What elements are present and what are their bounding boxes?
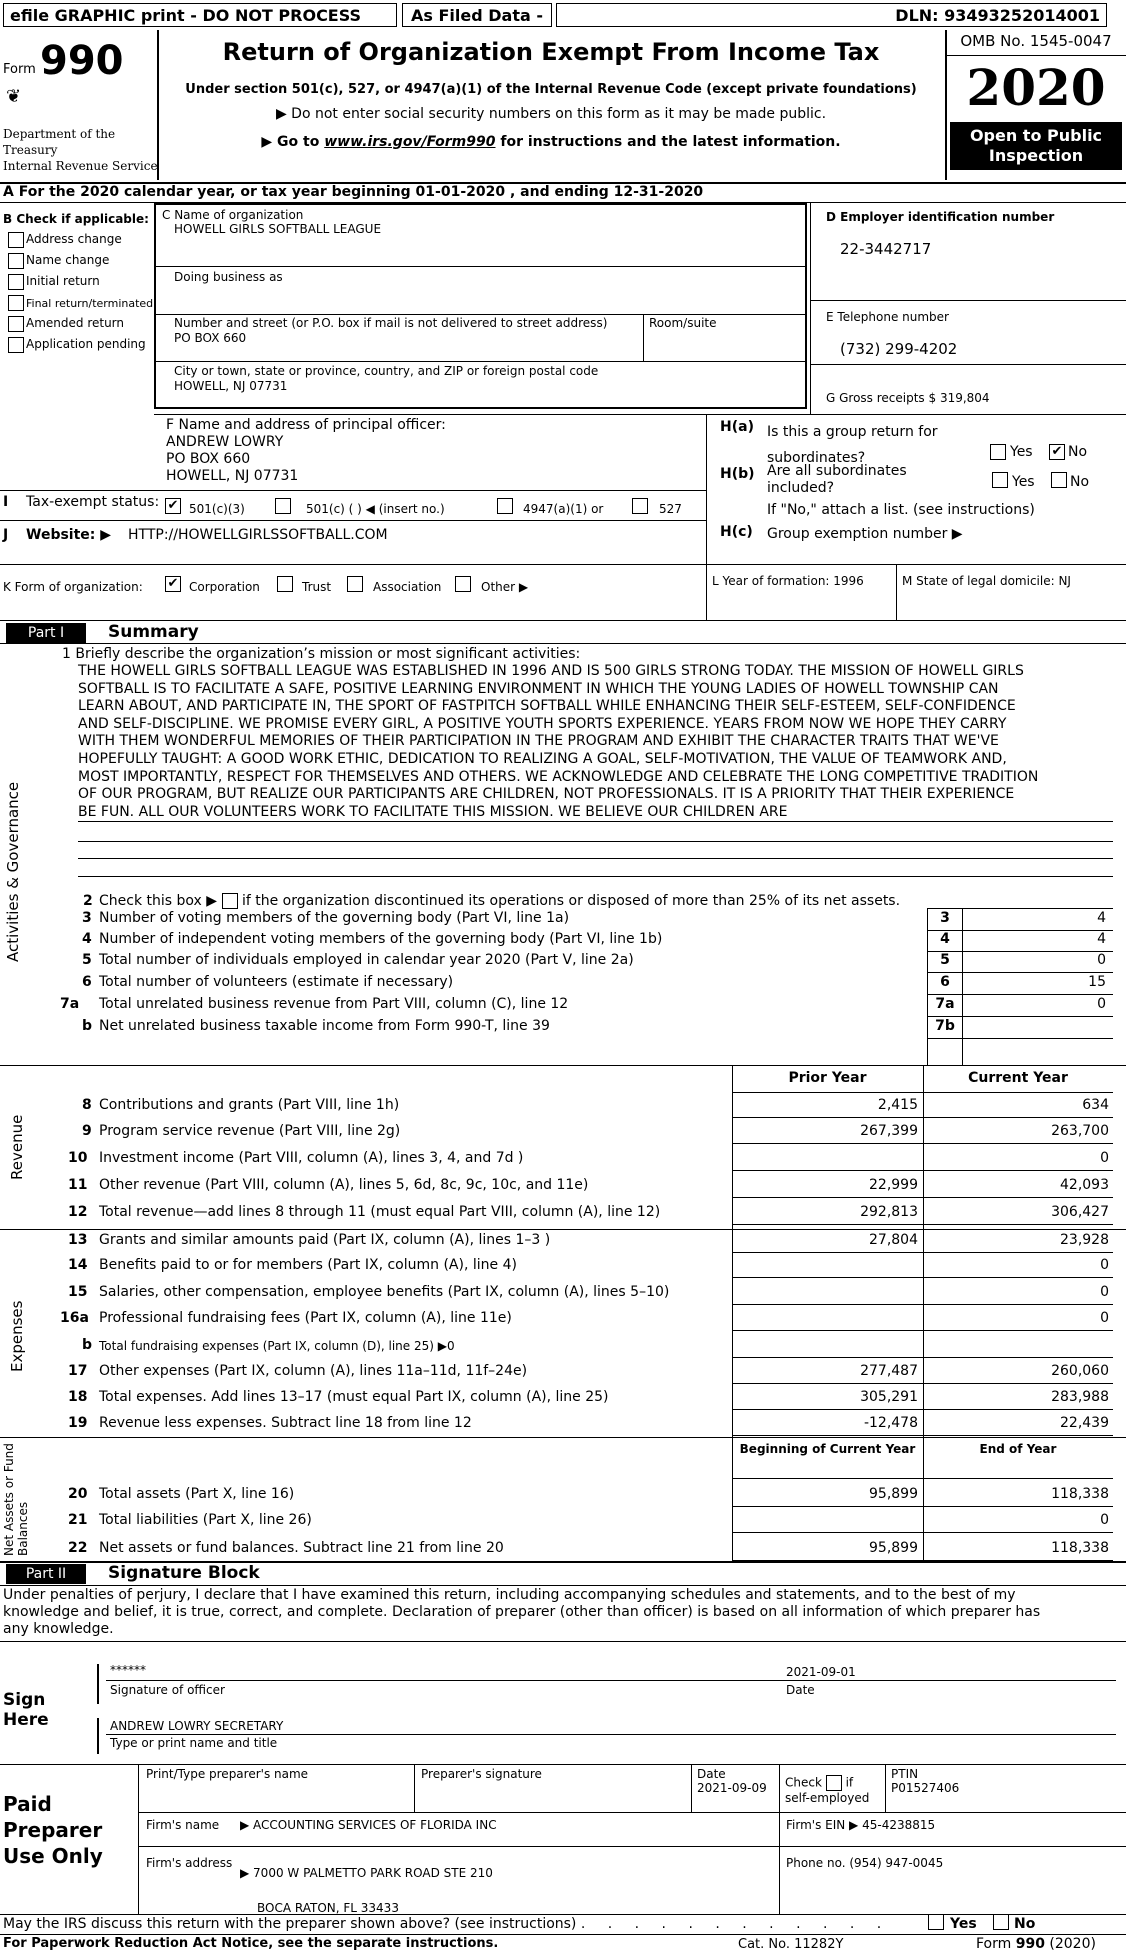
current-year-value: 42,093 <box>1060 1177 1109 1193</box>
open-to-public: Open to Public Inspection <box>950 122 1122 170</box>
hb-no-label: No <box>1070 474 1090 490</box>
col-prior-year: Prior Year <box>788 1070 867 1086</box>
name-change-label: Name change <box>26 253 110 267</box>
current-year-value: 260,060 <box>1051 1363 1109 1379</box>
department-label: Department of the Treasury Internal Revenue Service <box>3 127 158 173</box>
line-text: Revenue less expenses. Subtract line 18 from line 12 <box>99 1415 472 1431</box>
501c3-checkbox[interactable]: ✔ <box>165 498 181 514</box>
prior-year-value: 277,487 <box>860 1363 918 1379</box>
row-divider <box>732 1409 1113 1410</box>
current-year-value: 118,338 <box>1051 1540 1109 1556</box>
line-number: 13 <box>68 1232 88 1248</box>
line-number: 18 <box>68 1389 88 1405</box>
prior-year-value: 27,804 <box>869 1232 918 1248</box>
line-number: 17 <box>68 1363 88 1379</box>
side-revenue: Revenue <box>8 1114 26 1180</box>
line-text: Benefits paid to or for members (Part IX, column (A), line 4) <box>99 1257 517 1273</box>
officer-signature-date: 2021-09-01 <box>786 1665 856 1679</box>
line-box-number: 5 <box>940 952 950 968</box>
hb-note: If "No," attach a list. (see instructions) <box>767 502 1035 518</box>
org-name: HOWELL GIRLS SOFTBALL LEAGUE <box>174 222 382 236</box>
discuss-yes-label: Yes <box>950 1916 977 1932</box>
catalog-number: Cat. No. 11282Y <box>738 1937 844 1952</box>
signature-of-officer-label: Signature of officer <box>110 1683 225 1697</box>
hc-text: Group exemption number ▶ <box>767 526 963 542</box>
line-number: 21 <box>68 1512 88 1528</box>
phone-label: E Telephone number <box>826 310 949 324</box>
state-of-domicile: M State of legal domicile: NJ <box>902 574 1071 588</box>
row-divider <box>732 1506 1113 1507</box>
city: HOWELL, NJ 07731 <box>174 379 288 393</box>
line2-text: Check this box ▶ if the organization discontinued its operations or disposed of more than 25% of its net assets. <box>99 893 901 909</box>
form-label: Form <box>3 62 36 77</box>
current-year-value: 306,427 <box>1051 1204 1109 1220</box>
col-current-year: Current Year <box>968 1070 1068 1086</box>
principal-officer: ANDREW LOWRY PO BOX 660 HOWELL, NJ 07731 <box>166 434 299 484</box>
go-to-instruction: ▶ Go to www.irs.gov/Form990 for instructions and the latest information. <box>261 134 841 150</box>
4947-label: 4947(a)(1) or <box>523 502 604 516</box>
year-of-formation: L Year of formation: 1996 <box>712 574 864 588</box>
row-divider <box>927 994 1113 995</box>
preparer-date: 2021-09-09 <box>697 1781 767 1795</box>
ha-yes-label: Yes <box>1010 444 1033 460</box>
ssn-instruction: ▶ Do not enter social security numbers on this form as it may be made public. <box>275 106 827 122</box>
name-title-label: Type or print name and title <box>110 1736 278 1750</box>
street: PO BOX 660 <box>174 331 247 345</box>
line-text: Program service revenue (Part VIII, line 2g) <box>99 1123 401 1139</box>
corporation-label: Corporation <box>189 580 260 594</box>
preparer-name-label: Print/Type preparer's name <box>146 1767 309 1781</box>
check-applicable-title: B Check if applicable: <box>3 212 149 226</box>
line-number: 7a <box>60 996 80 1012</box>
line-box-number: 3 <box>940 910 950 926</box>
line-text: Salaries, other compensation, employee benefits (Part IX, column (A), lines 5–10) <box>99 1284 670 1300</box>
sign-here: Sign Here <box>3 1690 49 1730</box>
officer-signature: ****** <box>110 1663 146 1677</box>
prior-year-value: -12,478 <box>863 1415 918 1431</box>
line-text: Total number of individuals employed in calendar year 2020 (Part V, line 2a) <box>99 952 634 968</box>
discuss-question: May the IRS discuss this return with the preparer shown above? (see instructions) . . . . . . . . . . . . <box>3 1916 891 1932</box>
line-number: 9 <box>82 1123 92 1139</box>
firm-name-label: Firm's name <box>146 1818 220 1832</box>
application-pending-checkbox[interactable] <box>8 337 24 353</box>
form-number: 990 <box>40 38 124 84</box>
line-text: Professional fundraising fees (Part IX, column (A), line 11e) <box>99 1310 512 1326</box>
501c-checkbox[interactable] <box>275 498 291 514</box>
501c3-label: 501(c)(3) <box>189 502 245 516</box>
row-divider <box>732 1383 1113 1384</box>
row-divider <box>732 1330 1113 1331</box>
firm-ein: Firm's EIN ▶ 45-4238815 <box>786 1818 936 1832</box>
officer-name-title: ANDREW LOWRY SECRETARY <box>110 1719 284 1733</box>
mission-text: THE HOWELL GIRLS SOFTBALL LEAGUE WAS ESTABLISHED IN 1996 AND IS 500 GIRLS STRONG TODAY. THE MISSION OF HOWELL GIRLS SOFTBALL IS TO FACILITATE A SAFE, POSITIVE LEARNING ENVIRONMENT IN WHICH THE YOUNG LADIES OF HOWELL TOWNSHIP CAN LEARN ABOUT, AND PARTICIPATE IN, THE SPORT OF FASTPITCH SOFTBALL WHILE ENHANCING THEIR SELF-ESTEEM, SELF-CONFIDENCE AND SELF-DISCIPLINE. WE PROMISE EVERY GIRL, A POSITIVE YOUTH SPORTS EXPERIENCE. YEARS FROM NOW WE HOPE THEY CARRY WITH THEM WONDERFUL MEMORIES OF THEIR PARTICIPATION IN THE PROGRAM AND EXHIBIT THE CHARACTER TRAITS THAT WE'VE HOPEFULLY TAUGHT: A GOOD WORK ETHIC, DEDICATION TO REALIZING A GOAL, SELF-MOTIVATION, THE VALUE OF TEAMWORK AND, MOST IMPORTANTLY, RESPECT FOR THEMSELVES AND OTHERS. WE ACKNOWLEDGE AND CELEBRATE THE LONG COMPETITIVE TRADITION OF OUR PROGRAM, BUT REALIZE OUR PARTICIPANTS ARE CHILDREN, NOT PROFESSIONALS. IT IS A PRIORITY THAT THEIR EXPERIENCE BE FUN. ALL OUR VOLUNTEERS WORK TO FACILITATE THIS MISSION. WE BELIEVE OUR CHILDREN ARE <box>78 663 1113 822</box>
form-title: Return of Organization Exempt From Income Tax <box>222 38 880 66</box>
room-suite-label: Room/suite <box>649 316 717 330</box>
line-text: Total fundraising expenses (Part IX, column (D), line 25) ▶0 <box>99 1339 455 1353</box>
form-footer: Form 990 (2020) <box>976 1936 1096 1952</box>
line-box-number: 6 <box>940 974 950 990</box>
tax-year-line: A For the 2020 calendar year, or tax year beginning 01-01-2020 , and ending 12-31-2020 <box>3 184 704 200</box>
hb-label: H(b) <box>720 466 755 482</box>
paperwork-notice: For Paperwork Reduction Act Notice, see the separate instructions. <box>3 1936 499 1951</box>
ha-no-checkbox[interactable]: ✔ <box>1049 444 1065 460</box>
amended-return-label: Amended return <box>26 316 125 330</box>
line-number: 10 <box>68 1150 88 1166</box>
line-value: 15 <box>1088 974 1106 990</box>
line-text: Net assets or fund balances. Subtract line 21 from line 20 <box>99 1540 504 1556</box>
hb-yes-checkbox[interactable] <box>992 472 1008 488</box>
firm-name: ▶ ACCOUNTING SERVICES OF FLORIDA INC <box>240 1818 497 1832</box>
discontinued-checkbox[interactable] <box>222 893 238 909</box>
current-year-value: 23,928 <box>1060 1232 1109 1248</box>
association-label: Association <box>373 580 442 594</box>
line-value: 4 <box>1097 910 1106 926</box>
prior-year-value: 95,899 <box>869 1486 918 1502</box>
irs-link[interactable]: www.irs.gov/Form990 <box>324 134 496 150</box>
tax-exempt-title: Tax-exempt status: <box>26 494 160 510</box>
line-text: Number of voting members of the governing body (Part VI, line 1a) <box>99 910 570 926</box>
line-number: 16a <box>60 1310 89 1326</box>
line-number: 14 <box>68 1257 88 1273</box>
hb-text: Are all subordinates included? <box>767 463 907 496</box>
line-text: Other revenue (Part VIII, column (A), lines 5, 6d, 8c, 9c, 10c, and 11e) <box>99 1177 589 1193</box>
line-text: Investment income (Part VIII, column (A), lines 3, 4, and 7d ) <box>99 1150 524 1166</box>
tax-year: 2020 <box>966 58 1106 117</box>
row-divider <box>927 1038 1113 1039</box>
row-divider <box>732 1117 1113 1118</box>
row-divider <box>732 1277 1113 1278</box>
line-value: 0 <box>1097 952 1106 968</box>
website-title: Website: ▶ <box>26 527 112 543</box>
discuss-no-label: No <box>1014 1916 1036 1932</box>
initial-return-label: Initial return <box>26 274 100 288</box>
current-year-value: 283,988 <box>1051 1389 1109 1405</box>
ein: 22-3442717 <box>840 240 932 258</box>
line-number: 3 <box>82 910 92 926</box>
form-subtitle: Under section 501(c), 527, or 4947(a)(1) of the Internal Revenue Code (except private foundations) <box>185 82 917 97</box>
line-number: 12 <box>68 1204 88 1220</box>
ha-label: H(a) <box>720 419 754 435</box>
hb-no-checkbox[interactable] <box>1051 472 1067 488</box>
part2-tag: Part II <box>6 1564 86 1584</box>
prior-year-value: 305,291 <box>860 1389 918 1405</box>
line-number: 15 <box>68 1284 88 1300</box>
current-year-value: 263,700 <box>1051 1123 1109 1139</box>
row-divider <box>732 1357 1113 1358</box>
line-number: 11 <box>68 1177 88 1193</box>
ha-text: Is this a group return for subordinates? <box>767 424 938 466</box>
website-value[interactable]: HTTP://HOWELLGIRLSSOFTBALL.COM <box>128 527 388 543</box>
501c-label: 501(c) ( ) ◀ (insert no.) <box>306 502 445 516</box>
line-number: 4 <box>82 931 92 947</box>
side-activities-governance: Activities & Governance <box>4 781 22 962</box>
line-number: b <box>82 1018 93 1034</box>
row-divider <box>927 1016 1113 1017</box>
line-number: 6 <box>82 974 92 990</box>
line-text: Total liabilities (Part X, line 26) <box>99 1512 312 1528</box>
other-checkbox[interactable] <box>455 576 471 592</box>
principal-officer-label: F Name and address of principal officer: <box>166 417 446 433</box>
prior-year-value: 267,399 <box>860 1123 918 1139</box>
line-number: 5 <box>82 952 92 968</box>
dln-banner: DLN: 93493252014001 <box>556 3 1107 27</box>
527-label: 527 <box>659 502 682 516</box>
firm-address: ▶ 7000 W PALMETTO PARK ROAD STE 210 BOCA RATON, FL 33433 <box>240 1866 493 1915</box>
final-return-checkbox[interactable] <box>8 295 24 311</box>
amended-return-checkbox[interactable] <box>8 316 24 332</box>
form-of-org-title: K Form of organization: <box>3 580 143 594</box>
address-change-label: Address change <box>26 232 122 246</box>
preparer-date-label: Date <box>697 1767 726 1781</box>
line-text: Grants and similar amounts paid (Part IX, column (A), lines 1–3 ) <box>99 1232 551 1248</box>
line-text: Net unrelated business taxable income from Form 990-T, line 39 <box>99 1018 550 1034</box>
ein-label: D Employer identification number <box>826 210 1055 224</box>
line-text: Total number of volunteers (estimate if necessary) <box>99 974 454 990</box>
trust-checkbox[interactable] <box>277 576 293 592</box>
part1-tag: Part I <box>6 623 86 643</box>
current-year-value: 0 <box>1100 1310 1109 1326</box>
application-pending-label: Application pending <box>26 337 146 351</box>
other-label: Other ▶ <box>481 580 529 594</box>
row-divider <box>732 1224 1113 1225</box>
line-number: 22 <box>68 1540 88 1556</box>
line-number: 20 <box>68 1486 88 1502</box>
self-employed-check: Check if self-employed <box>785 1775 870 1805</box>
side-expenses: Expenses <box>8 1300 26 1372</box>
line-text: Total assets (Part X, line 16) <box>99 1486 295 1502</box>
as-filed-banner: As Filed Data - <box>402 3 552 27</box>
line-value: 4 <box>1097 931 1106 947</box>
hb-yes-label: Yes <box>1012 474 1035 490</box>
current-year-value: 0 <box>1100 1512 1109 1528</box>
irs-eagle-icon: ❦ <box>6 86 22 107</box>
city-label: City or town, state or province, country, and ZIP or foreign postal code <box>174 364 599 378</box>
line2-num: 2 <box>83 893 93 909</box>
line-text: Total unrelated business revenue from Part VIII, column (C), line 12 <box>99 996 569 1012</box>
preparer-signature-label: Preparer's signature <box>421 1767 542 1781</box>
line-text: Total revenue—add lines 8 through 11 (must equal Part VIII, column (A), line 12) <box>99 1204 661 1220</box>
ha-yes-checkbox[interactable] <box>990 444 1006 460</box>
row-divider <box>732 1532 1113 1533</box>
line-box-number: 7b <box>935 1018 955 1034</box>
prior-year-value: 22,999 <box>869 1177 918 1193</box>
association-checkbox[interactable] <box>347 576 363 592</box>
line-text: Contributions and grants (Part VIII, line 1h) <box>99 1097 400 1113</box>
perjury-statement: Under penalties of perjury, I declare that I have examined this return, including accompanying schedules and statements, and to the best of my knowledge and belief, it is true, correct, and complete. Declaration of preparer (other than officer) is based on all information of which preparer has any knowledge. <box>3 1587 1041 1637</box>
omb-number: OMB No. 1545-0047 <box>960 32 1112 50</box>
line-text: Other expenses (Part IX, column (A), lines 11a–11d, 11f–24e) <box>99 1363 528 1379</box>
hc-label: H(c) <box>720 524 753 540</box>
line-number: b <box>82 1337 93 1353</box>
paid-preparer-label: Paid Preparer Use Only <box>3 1792 103 1868</box>
j-label: J <box>3 527 9 543</box>
line-number: 19 <box>68 1415 88 1431</box>
current-year-value: 22,439 <box>1060 1415 1109 1431</box>
row-divider <box>732 1170 1113 1171</box>
efile-banner: efile GRAPHIC print - DO NOT PROCESS <box>3 3 397 27</box>
line-value: 0 <box>1097 996 1106 1012</box>
trust-label: Trust <box>302 580 332 594</box>
row-divider <box>732 1197 1113 1198</box>
row-divider <box>732 1435 1113 1436</box>
row-divider <box>732 1304 1113 1305</box>
row-divider <box>732 1252 1113 1253</box>
col-beginning-year: Beginning of Current Year <box>739 1442 916 1456</box>
current-year-value: 0 <box>1100 1150 1109 1166</box>
col-end-year: End of Year <box>979 1442 1057 1456</box>
street-label: Number and street (or P.O. box if mail is not delivered to street address) <box>174 316 608 330</box>
i-label: I <box>3 494 9 510</box>
initial-return-checkbox[interactable] <box>8 274 24 290</box>
name-change-checkbox[interactable] <box>8 253 24 269</box>
current-year-value: 634 <box>1082 1097 1109 1113</box>
row-divider <box>927 972 1113 973</box>
org-name-label: C Name of organization <box>162 208 304 222</box>
4947-checkbox[interactable] <box>497 498 513 514</box>
corporation-checkbox[interactable]: ✔ <box>165 576 181 592</box>
current-year-value: 0 <box>1100 1284 1109 1300</box>
prior-year-value: 95,899 <box>869 1540 918 1556</box>
line-text: Number of independent voting members of the governing body (Part VI, line 1b) <box>99 931 663 947</box>
discuss-yes-checkbox[interactable] <box>928 1914 944 1930</box>
prior-year-value: 292,813 <box>860 1204 918 1220</box>
row-divider <box>732 1143 1113 1144</box>
signature-date-label: Date <box>786 1683 815 1697</box>
ptin: P01527406 <box>891 1781 960 1795</box>
527-checkbox[interactable] <box>632 498 648 514</box>
line1-label: 1 Briefly describe the organization’s mission or most significant activities: <box>62 646 581 662</box>
ha-no-label: No <box>1068 444 1088 460</box>
part2-title: Signature Block <box>108 1563 260 1583</box>
current-year-value: 118,338 <box>1051 1486 1109 1502</box>
self-employed-checkbox[interactable] <box>826 1775 842 1791</box>
prior-year-value: 2,415 <box>877 1097 918 1113</box>
current-year-value: 0 <box>1100 1257 1109 1273</box>
side-net-assets: Net Assets or Fund Balances <box>2 1443 30 1556</box>
gross-receipts: G Gross receipts $ 319,804 <box>826 391 990 405</box>
address-change-checkbox[interactable] <box>8 232 24 248</box>
line-box-number: 7a <box>935 996 955 1012</box>
dba-label: Doing business as <box>174 270 283 284</box>
line-text: Total expenses. Add lines 13–17 (must equal Part IX, column (A), line 25) <box>99 1389 609 1405</box>
line-box-number: 4 <box>940 931 950 947</box>
firm-phone: Phone no. (954) 947-0045 <box>786 1856 944 1870</box>
ptin-label: PTIN <box>891 1767 919 1781</box>
final-return-label: Final return/terminated <box>26 297 154 310</box>
phone: (732) 299-4202 <box>840 340 958 358</box>
part1-title: Summary <box>108 622 199 642</box>
firm-address-label: Firm's address <box>146 1856 233 1870</box>
line-number: 8 <box>82 1097 92 1113</box>
discuss-no-checkbox[interactable] <box>993 1914 1009 1930</box>
